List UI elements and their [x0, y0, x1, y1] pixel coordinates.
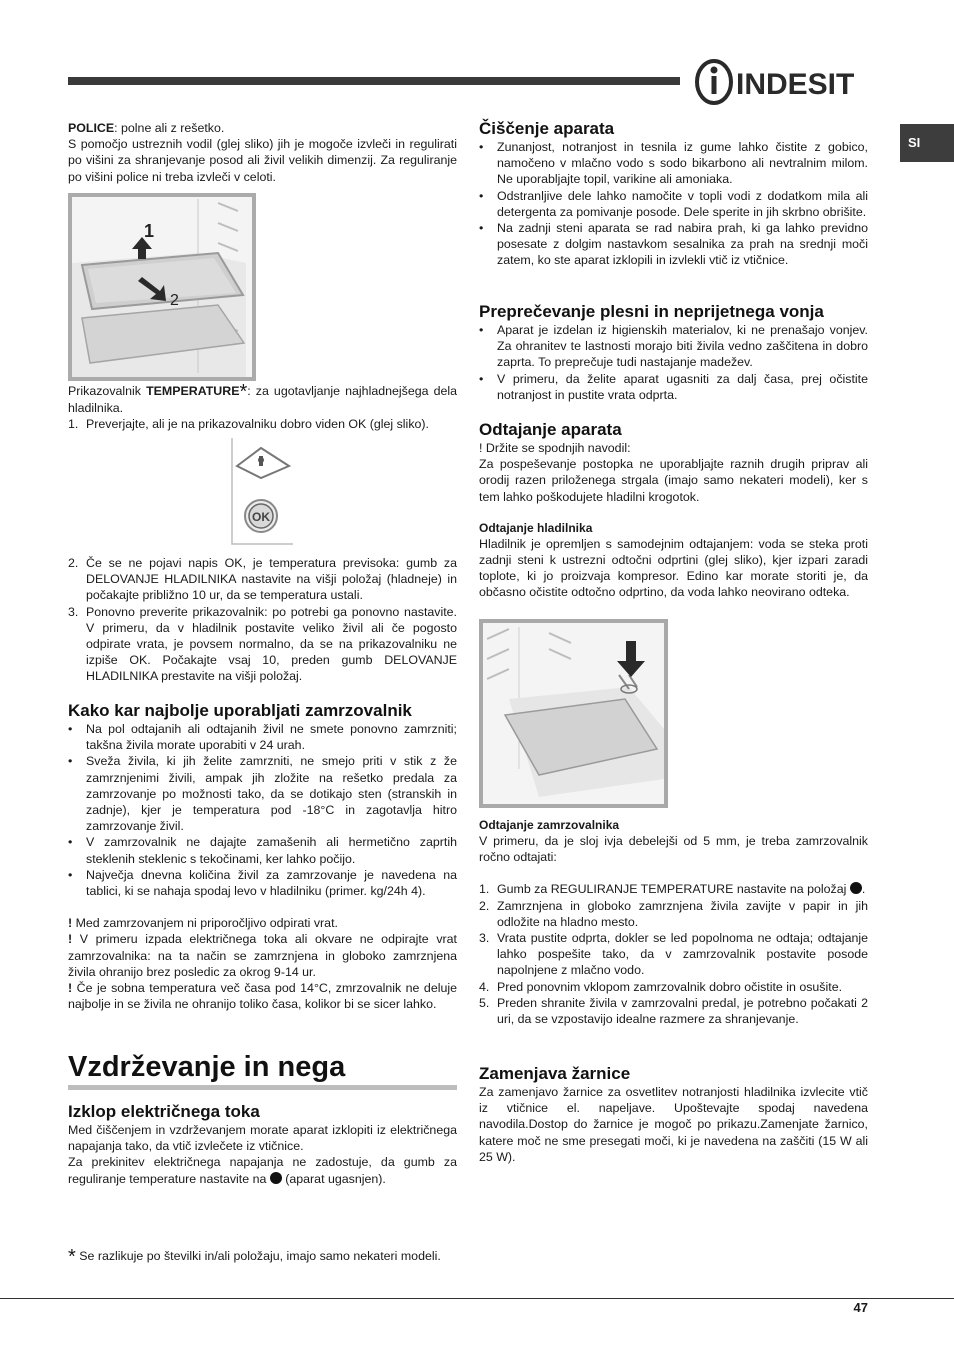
shelf-label-1: 1: [144, 221, 155, 241]
power-heading: Izklop električnega toka: [68, 1102, 260, 1121]
warning-text: Med zamrzovanjem ni priporočljivo odpirati vrat.: [72, 916, 338, 931]
bulb-section: [479, 1064, 868, 1165]
step-number: 1.: [479, 882, 490, 897]
off-position-icon: [850, 882, 862, 894]
police-rest: : polne ali z rešetko.: [114, 121, 225, 135]
ok-indicator-figure: [231, 438, 293, 546]
temp-star: *: [239, 381, 248, 403]
maintenance-title: Vzdrževanje in nega: [68, 1051, 457, 1090]
ok-label: OK: [252, 510, 270, 524]
step-text: Če se ne pojavi napis OK, je temperatura previsoka: gumb za DELOVANJE HLADILNIKA nastavite na višji položaj (hladneje) in počakajte približno 10 ur, da se temperatura ustali.: [86, 556, 457, 603]
list-item: [479, 979, 868, 995]
list-item: [479, 930, 868, 979]
freezer-defrost-section: [479, 818, 868, 1027]
step-number: 1.: [68, 417, 79, 432]
step-number: 3.: [68, 604, 79, 619]
freezer-use-heading: Kako kar najbolje uporabljati zamrzovalnik: [68, 701, 412, 720]
list-item: • Sveža živila, ki jih želite zamrzniti, ne smejo priti v stik z že zamrznjenimi živili, ampak jih zložite na rešetko predala za zamrzovanje po možnosti tako, da se dotikajo sten (stranskih in zadnje), kjer je temperatura pod -18°C in zagotavlja hitro zamrzovanje živil.: [68, 753, 457, 834]
step-text: Zamrznjena in globoko zamrznjena živila zavijte v papir in jih odložite na hladno mesto.: [497, 898, 868, 929]
maintenance-section: [68, 1051, 457, 1187]
freezer-defrost-text: V primeru, da je sloj ivja debelejši od 5 mm, je treba zamrzovalnik ročno odtajati:: [479, 834, 868, 865]
power-text-2: [68, 1154, 457, 1186]
indesit-logo: [692, 58, 872, 106]
cleaning-heading: Čiščenje aparata: [479, 119, 615, 138]
warning-text: V primeru izpada električnega toka ali okvare ne odpirajte vrat zamrzovalnika: na ta način se zamrznjena in globoko zamrznjena živila ohranijo brez posledic za okrog 9-14 ur.: [68, 932, 457, 979]
list-item: • Največja dnevna količina živil za zamrzovanje je navedena na tablici, ki se nahaja spodaj levo v hladilniku (primer. kg/24h 4).: [68, 867, 457, 899]
temperature-section: [68, 383, 457, 433]
step-number: 4.: [479, 979, 490, 994]
footer-rule: [0, 1298, 954, 1299]
police-section: [68, 120, 457, 185]
defrost-section: [479, 420, 868, 601]
temperature-step-1: [68, 416, 457, 432]
defrost-note: ! Držite se spodnjih navodil:: [479, 441, 631, 455]
freezer-defrost-steps: [479, 881, 868, 1027]
list-item: [68, 604, 457, 685]
step-end: .: [861, 882, 866, 897]
step-number: 5.: [479, 995, 490, 1010]
power-text-2b: (aparat ugasnjen).: [281, 1171, 386, 1186]
warning-mark: !: [68, 981, 73, 996]
list-item: [479, 898, 868, 930]
step-text: Ponovno preverite prikazovalnik: po potrebi ga ponovno nastavite. V primeru, da v hladilnik postavite veliko živil ali če pogosto odpirate vrata, je povsem normalno, da se na prikazovalniku ne izpiše OK. Počakajte vsaj 10, preden gumb DELOVANJE HLADILNIKA prestavite na višji položaj.: [86, 604, 457, 684]
police-paragraph: [68, 120, 457, 136]
list-item: [479, 995, 868, 1027]
bulb-text: Za zamenjavo žarnice za osvetlitev notranjosti hladilnika izvlecite vtič iz vtičnice el. napeljave. Upoštevajte spodaj navedena navodila.Dostop do žarnice je mogoč po prikazu.Zamenjate žarnico, katere moč ne sme presegati moči, ki je navedena na zaščiti (15 W ali 25 W).: [479, 1085, 868, 1164]
freezer-use-list: [68, 721, 457, 899]
warning-mark: !: [68, 916, 73, 931]
list-item: • Aparat je izdelan iz higienskih materialov, ki ne prenašajo vonjev. Za ohranitev te lastnosti morajo biti živila vedno zaščitena in dobro zaprta. To preprečuje tudi nastajanje madežev.: [479, 322, 868, 371]
freezer-use-section: [68, 701, 457, 1012]
step-text: Vrata pustite odprta, dokler se led popolnoma ne odtaja; odtajanje lahko pospešite tako, da v zamrzovalnik postavite posode napolnjene z mlačno vodo.: [497, 931, 868, 978]
fridge-defrost-text: Hladilnik je opremljen s samodejnim odtajanjem: voda se steka proti zadnji steni k ustrezni odtočni odprtini (glej sliko), kjer izpari zaradi toplote, ki jo proizvaja kompresor. Edino kar morate storiti je, da občasno očistite odtočno odprtino, da voda lahko neovirano odteka.: [479, 536, 868, 600]
temperature-step-list: [68, 555, 457, 685]
defrost-heading: Odtajanje aparata: [479, 420, 622, 439]
cleaning-section: [479, 119, 868, 269]
footnote-text: [68, 1246, 457, 1268]
list-item: [479, 881, 868, 897]
mold-heading: Preprečevanje plesni in neprijetnega vonja: [479, 302, 824, 321]
step-number: 2.: [68, 556, 79, 570]
shelf-label-2: 2: [170, 292, 179, 309]
page-number: 47: [853, 1300, 868, 1315]
defrost-text: Za pospeševanje postopka ne uporabljajte raznih drugih priprav ali orodij razen priloženega strgala (imajo samo nekateri modeli), ker s tem lahko poškodujete hladilni krogotok.: [479, 457, 868, 504]
warning-1: [68, 915, 457, 931]
list-item: • V primeru, da želite aparat ugasniti za dalj časa, prej očistite notranjost in pustite vrata odprta.: [479, 371, 868, 403]
police-label: POLICE: [68, 121, 115, 135]
drain-figure: [479, 619, 668, 808]
temp-rest: : za ugotavljanje najhladnejšega dela hladilnika.: [68, 384, 458, 416]
fridge-defrost-subheading: Odtajanje hladilnika: [479, 520, 593, 535]
step-text: Preverjajte, ali je na prikazovalniku dobro viden OK (glej sliko).: [86, 417, 429, 432]
warning-2: [68, 931, 457, 980]
temp-bold: TEMPERATURE: [146, 384, 240, 398]
police-text: S pomočjo ustreznih vodil (glej sliko) jih je mogoče izvleči in regulirati po višini za shranjevanje posod ali živil velikih dimenzij. Za reguliranje po višini police ni treba izvleči v celoti.: [68, 137, 457, 184]
footnote-star: *: [68, 1246, 76, 1268]
list-item: • Zunanjost, notranjost in tesnila iz gume lahko čistite z gobico, namočeno v mlačno vodo s sodo bikarbono ali nevtralnim milom. Ne uporabljajte topil, varikine ali amoniaka.: [479, 139, 868, 188]
step-text: Gumb za REGULIRANJE TEMPERATURE nastavite na položaj: [497, 882, 850, 897]
header-rule: [68, 77, 680, 85]
svg-text:INDESIT: INDESIT: [736, 68, 855, 101]
mold-list: [479, 322, 868, 403]
warning-mark: !: [68, 932, 73, 947]
cleaning-list: [479, 139, 868, 269]
mold-section: [479, 302, 868, 403]
step-text: Preden shranite živila v zamrzovalni predal, je potrebno počakati 2 uri, da se vzpostavijo idealne razmere za shranjevanje.: [497, 995, 868, 1027]
warning-text: Če je sobna temperatura več časa pod 14°C, zmrzovalnik ne deluje najbolje in se živila ne ohranijo toliko časa, kolikor bi se sicer lahko.: [68, 981, 457, 1012]
list-item: • Odstranljive dele lahko namočite v topli vodi z dodatkom mila ali detergenta za pomivanje posode. Dele sperite in jih skrbno obrišite.: [479, 188, 868, 220]
step-number: 3.: [479, 931, 490, 946]
power-text-1: Med čiščenjem in vzdrževanjem morate aparat izklopiti iz električnega napajanja tako, da vtič izvlečete iz vtičnice.: [68, 1123, 457, 1154]
power-text-2a: Za prekinitev električnega napajanja ne zadostuje, da gumb za reguliranje temperature nastavite na: [68, 1155, 457, 1186]
temp-prefix: Prikazovalnik: [68, 384, 147, 398]
list-item: • Na pol odtajanih ali odtajanih živil ne smete ponovno zamrzniti; takšna živila morate uporabiti v 24 urah.: [68, 721, 457, 753]
footnote: [68, 1246, 457, 1268]
step-number: 2.: [479, 898, 490, 913]
warning-3: [68, 980, 457, 1012]
list-item: • Na zadnji steni aparata se rad nabira prah, ki ga lahko previdno posesate z dolgim nastavkom sesalnika za prah na srednji moči zatem, ko ste aparat izklopili in izvlekli vtič iz vtičnice.: [479, 220, 868, 269]
list-item: [68, 416, 457, 432]
off-position-icon: [270, 1172, 282, 1184]
shelf-figure: [68, 193, 256, 381]
list-item: • V zamrzovalnik ne dajajte zamašenih ali hermetično zaprtih steklenih steklenic s tekočinami, ker lahko počijo.: [68, 834, 457, 866]
step-text: Pred ponovnim vklopom zamrzovalnik dobro očistite in osušite.: [497, 979, 843, 994]
temperature-steps: [68, 555, 457, 685]
temperature-paragraph: [68, 383, 457, 416]
freezer-defrost-subheading: Odtajanje zamrzovalnika: [479, 818, 620, 832]
footnote-body: Se razlikuje po številki in/ali položaju, imajo samo nekateri modeli.: [75, 1249, 441, 1263]
language-tab: SI: [900, 124, 954, 162]
bulb-heading: Zamenjava žarnice: [479, 1064, 631, 1083]
list-item: [68, 555, 457, 604]
